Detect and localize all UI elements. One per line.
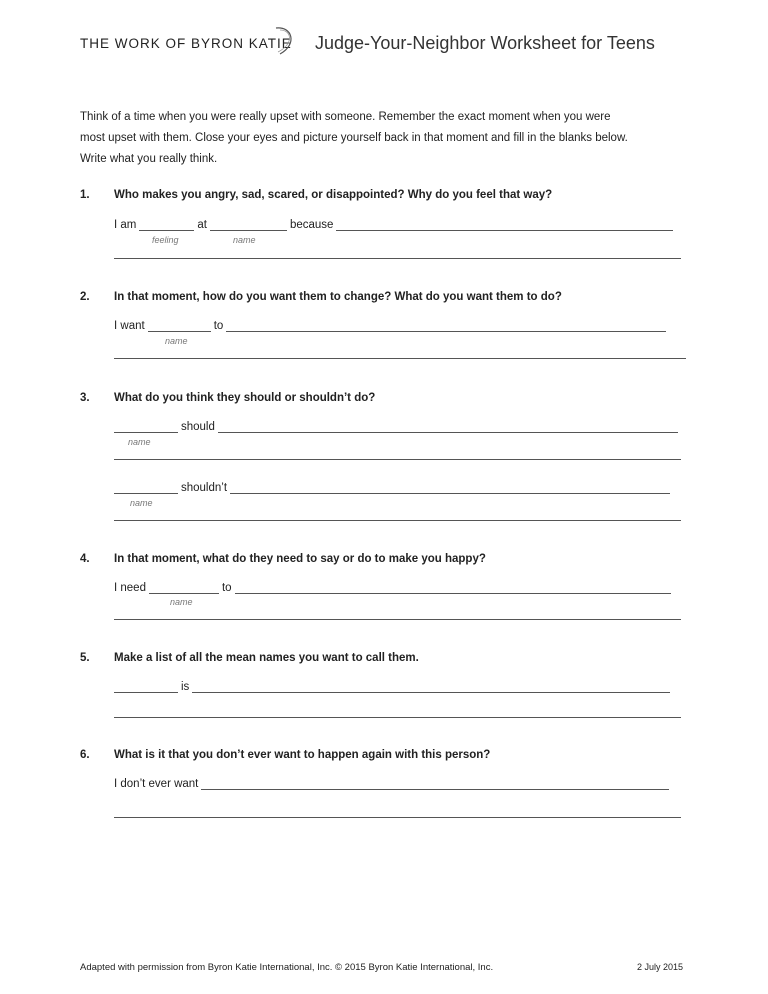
question-1-fill-row <box>114 219 676 231</box>
question-number: 2. <box>80 291 90 303</box>
prompt-because: because <box>289 219 334 231</box>
question-number: 5. <box>80 652 90 664</box>
prompt-should: should <box>181 421 215 433</box>
question-6-text: What is it that you don’t ever want to happen again with this person? <box>114 749 491 761</box>
hint-feeling: feeling <box>152 235 179 245</box>
because-blank[interactable] <box>336 220 673 231</box>
dont-ever-want-blank[interactable] <box>201 779 669 790</box>
question-1-text: Who makes you angry, sad, scared, or disappointed? Why do you feel that way? <box>114 189 553 201</box>
prompt-dont-ever-want: I don’t ever want <box>114 778 199 790</box>
footer-credit: Adapted with permission from Byron Katie International, Inc. © 2015 Byron Katie International, Inc. <box>80 962 494 973</box>
question-2-fill-row <box>114 320 669 332</box>
name-blank[interactable] <box>148 321 211 332</box>
prompt-i-need: I need <box>114 582 146 594</box>
hint-name: name <box>165 336 188 346</box>
answer-line[interactable] <box>114 459 681 460</box>
question-number: 3. <box>80 392 90 404</box>
footer-date: 2 July 2015 <box>637 962 684 972</box>
question-4-text: In that moment, what do they need to say or do to make you happy? <box>114 553 486 565</box>
hint-name: name <box>130 498 153 508</box>
question-3-should-row <box>114 421 681 433</box>
intro-line: Think of a time when you were really upset with someone. Remember the exact moment when you were <box>80 111 611 123</box>
question-number: 1. <box>80 189 90 201</box>
hint-name: name <box>170 597 193 607</box>
name-blank[interactable] <box>149 583 219 594</box>
question-3-text: What do you think they should or shouldn’t do? <box>114 392 376 404</box>
answer-line[interactable] <box>114 717 681 718</box>
brand-arc-logo <box>272 24 298 58</box>
answer-line[interactable] <box>114 358 686 359</box>
name-blank[interactable] <box>114 483 178 494</box>
to-blank[interactable] <box>226 321 666 332</box>
mean-names-blank[interactable] <box>192 682 670 693</box>
prompt-to: to <box>221 582 232 594</box>
question-6-fill-row <box>114 778 672 790</box>
question-5-fill-row <box>114 681 673 693</box>
hint-name: name <box>128 437 151 447</box>
prompt-i-am: I am <box>114 219 137 231</box>
prompt-shouldnt: shouldn’t <box>181 482 228 494</box>
answer-line[interactable] <box>114 817 681 818</box>
name-blank[interactable] <box>210 220 287 231</box>
feeling-blank[interactable] <box>139 220 194 231</box>
shouldnt-blank[interactable] <box>230 483 670 494</box>
answer-line[interactable] <box>114 619 681 620</box>
question-3-shouldnt-row <box>114 482 673 494</box>
question-4-fill-row <box>114 582 674 594</box>
question-number: 6. <box>80 749 90 761</box>
name-blank[interactable] <box>114 682 178 693</box>
prompt-at: at <box>197 219 207 231</box>
question-5-text: Make a list of all the mean names you want to call them. <box>114 652 419 664</box>
intro-line: most upset with them. Close your eyes and picture yourself back in that moment and fill in the blanks below. <box>80 132 628 144</box>
prompt-i-want: I want <box>114 320 145 332</box>
question-2-text: In that moment, how do you want them to change? What do you want them to do? <box>114 291 562 303</box>
brand-name: THE WORK OF BYRON KATIE <box>80 36 292 51</box>
prompt-is: is <box>181 681 190 693</box>
name-blank[interactable] <box>114 422 178 433</box>
question-number: 4. <box>80 553 90 565</box>
prompt-to: to <box>213 320 224 332</box>
intro-line: Write what you really think. <box>80 153 218 165</box>
answer-line[interactable] <box>114 520 681 521</box>
answer-line[interactable] <box>114 258 681 259</box>
page-title: Judge-Your-Neighbor Worksheet for Teens <box>315 33 655 53</box>
intro-paragraph <box>80 107 700 170</box>
to-blank[interactable] <box>235 583 671 594</box>
should-blank[interactable] <box>218 422 678 433</box>
hint-name: name <box>233 235 256 245</box>
